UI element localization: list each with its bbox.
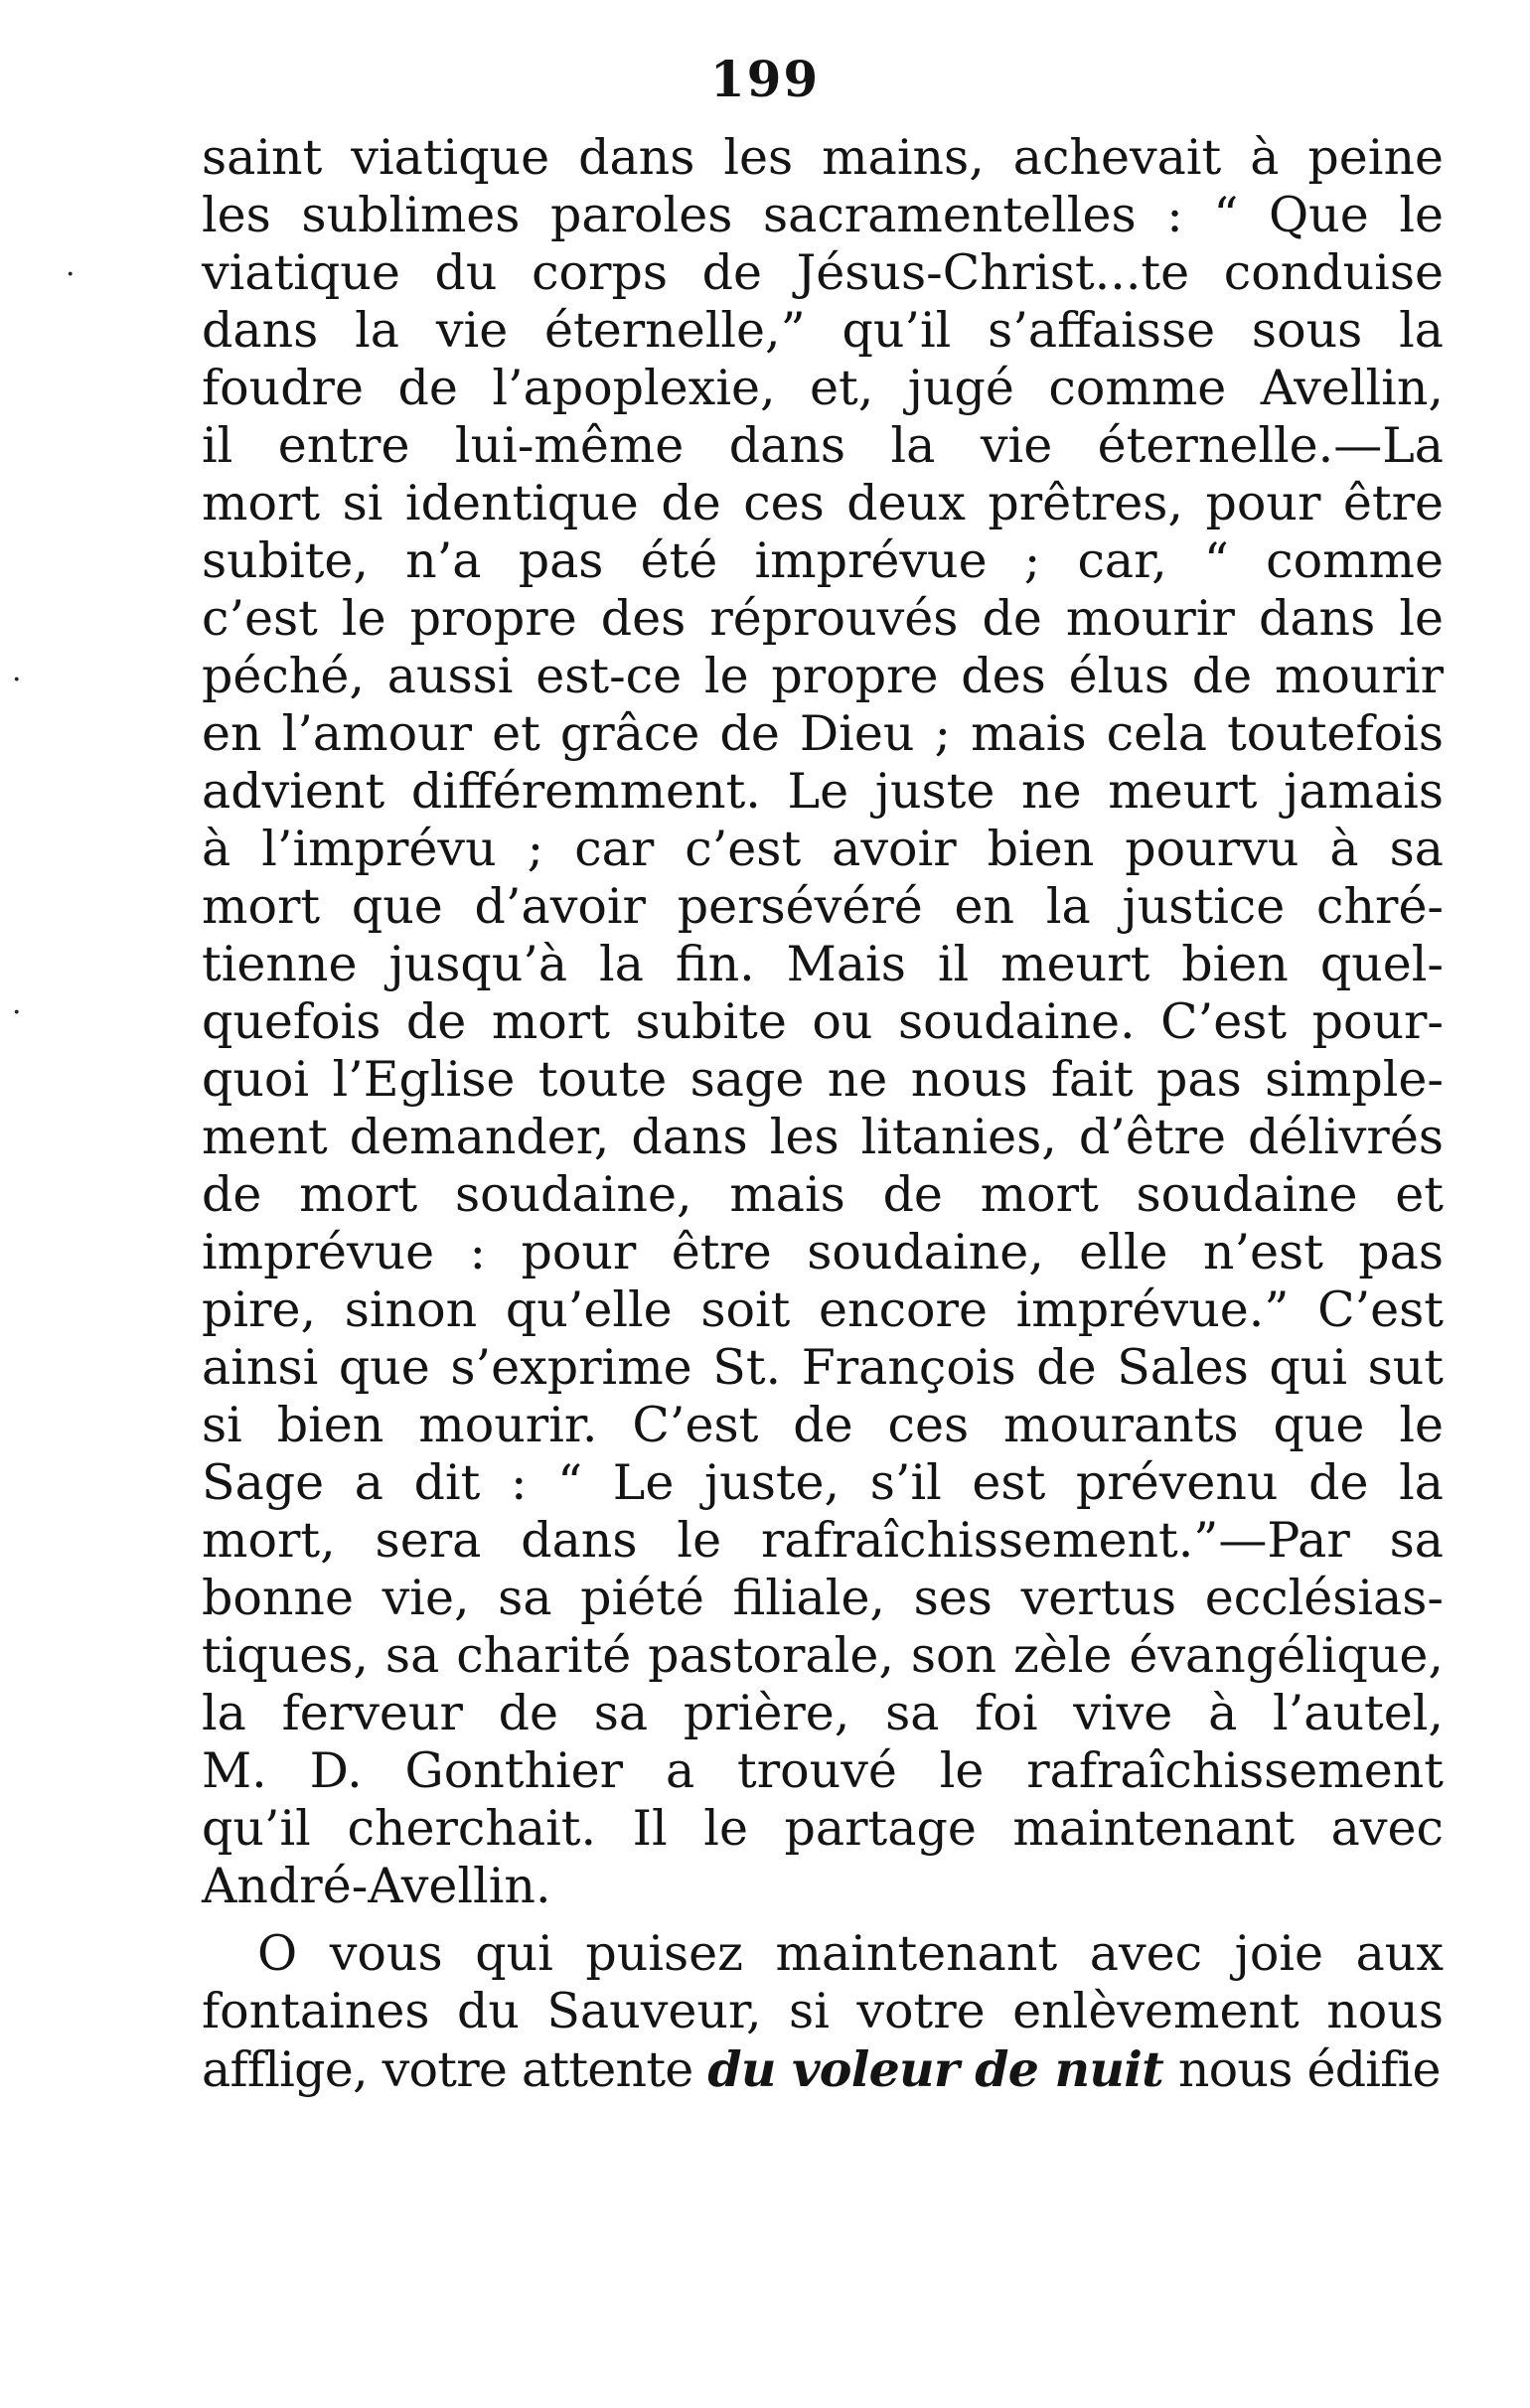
paragraph [202, 1925, 1444, 2098]
text-line: saint viatique dans les mains, achevait à peine [202, 129, 1444, 186]
text-line: en l’amour et grâce de Dieu ; mais cela toutefois [202, 705, 1444, 762]
text-line: qu’il cherchait. Il le partage maintenant avec [202, 1800, 1444, 1857]
text-line: Sage a dit : “ Le juste, s’il est prévenu de la [202, 1454, 1444, 1511]
body-text [202, 129, 1444, 2098]
italic-phrase: du voleur de nuit [707, 2040, 1164, 2098]
text-line: foudre de l’apoplexie, et, jugé comme Avellin, [202, 360, 1444, 416]
text-line: les sublimes paroles sacramentelles : “ Que le [202, 187, 1444, 243]
text-line [202, 2040, 1444, 2098]
text-line: M. D. Gonthier a trouvé le rafraîchissement [202, 1742, 1444, 1799]
text-line: quefois de mort subite ou soudaine. C’est pour- [202, 993, 1444, 1050]
text-line: subite, n’a pas été imprévue ; car, “ comme [202, 532, 1444, 589]
text-line: André-Avellin. [202, 1858, 551, 1914]
text-line: c’est le propre des réprouvés de mourir dans le [202, 590, 1444, 647]
text-line: mort si identique de ces deux prêtres, pour être [202, 475, 1444, 531]
text-line: péché, aussi est-ce le propre des élus de mourir [202, 648, 1444, 704]
text-line: tienne jusqu’à la fin. Mais il meurt bien quel- [202, 936, 1444, 992]
text-line: la ferveur de sa prière, sa foi vive à l’autel, [202, 1685, 1444, 1741]
text-line: si bien mourir. C’est de ces mourants que le [202, 1397, 1444, 1453]
text-line: dans la vie éternelle,” qu’il s’affaisse sous la [202, 302, 1444, 359]
text-span: nous édifie [1163, 2041, 1441, 2098]
margin-dot-mark: · [12, 995, 22, 1030]
margin-dot-mark: · [12, 663, 22, 697]
paragraph [202, 129, 1444, 1915]
text-line: tiques, sa charité pastorale, son zèle évangélique, [202, 1627, 1444, 1684]
text-line: bonne vie, sa piété filiale, ses vertus ecclésias- [202, 1570, 1444, 1626]
text-line: mort, sera dans le rafraîchissement.”—Par sa [202, 1512, 1444, 1569]
text-line: mort que d’avoir persévéré en la justice chré- [202, 878, 1444, 935]
text-span: afflige, votre attente [202, 2041, 708, 2098]
text-line: ment demander, dans les litanies, d’être délivrés [202, 1109, 1444, 1165]
text-line: viatique du corps de Jésus-Christ...te conduise [202, 244, 1444, 301]
text-line: fontaines du Sauveur, si votre enlèvement nous [202, 1983, 1444, 2039]
text-line: il entre lui-même dans la vie éternelle.—La [202, 417, 1444, 474]
text-line: imprévue : pour être soudaine, elle n’est pas [202, 1224, 1444, 1280]
text-line: de mort soudaine, mais de mort soudaine et [202, 1166, 1444, 1223]
paragraph-gap [202, 1915, 1444, 1925]
margin-dot-mark: · [66, 257, 76, 292]
text-line: quoi l’Eglise toute sage ne nous fait pas simple- [202, 1051, 1444, 1108]
text-line: pire, sinon qu’elle soit encore imprévue.” C’est [202, 1281, 1444, 1338]
text-line: advient différemment. Le juste ne meurt jamais [202, 763, 1444, 820]
text-line: ainsi que s’exprime St. François de Sales qui sut [202, 1339, 1444, 1396]
page-number: 199 [709, 50, 821, 108]
text-line: O vous qui puisez maintenant avec joie aux [257, 1925, 1444, 1982]
text-line: à l’imprévu ; car c’est avoir bien pourvu à sa [202, 821, 1444, 877]
